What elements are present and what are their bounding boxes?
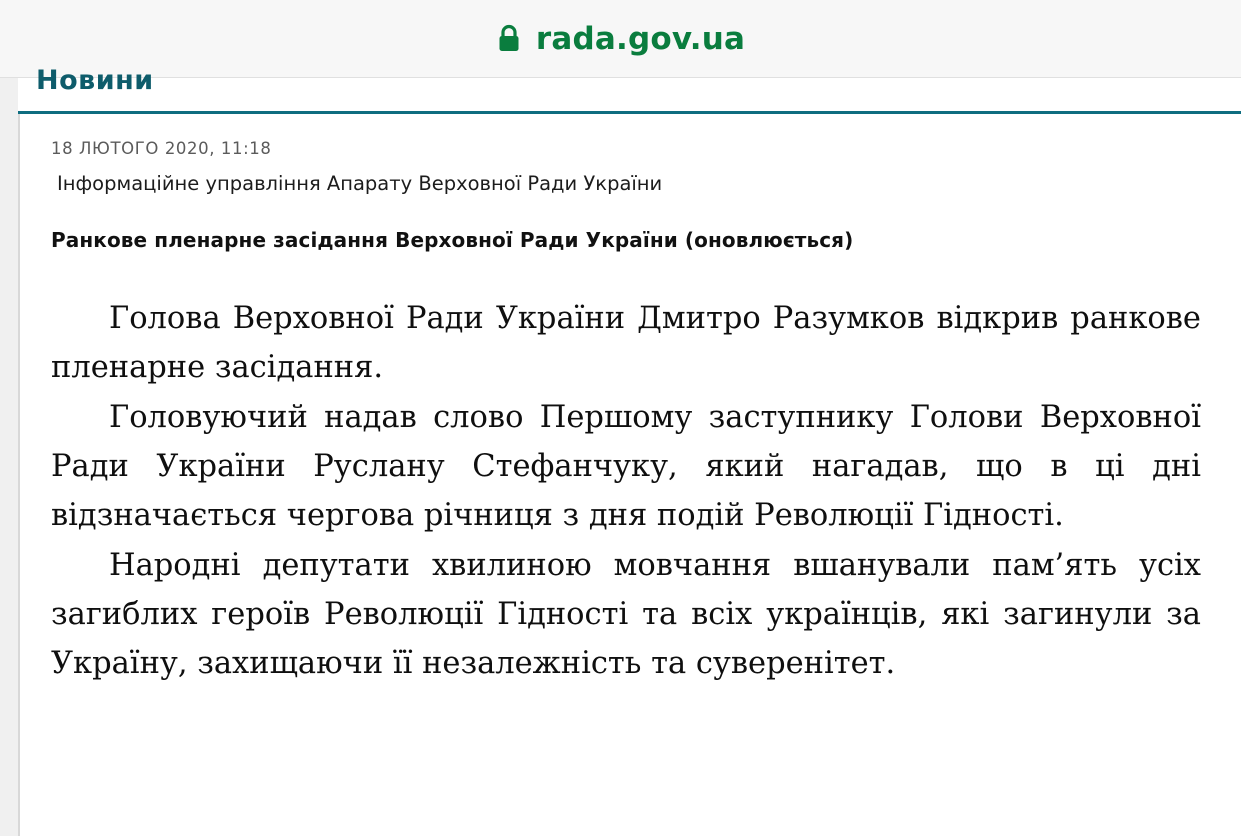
- article-title: Ранкове пленарне засідання Верховної Ради України (оновлюється): [51, 228, 854, 252]
- url-text[interactable]: rada.gov.ua: [535, 20, 746, 57]
- browser-address-bar[interactable]: [0, 0, 1241, 78]
- article-container: [18, 114, 1241, 836]
- article-paragraph: Голова Верховної Ради України Дмитро Разумков відкрив ранкове пленарне засідання.: [51, 301, 1201, 385]
- padlock-secure-icon: [496, 24, 522, 54]
- address-bar-content[interactable]: [496, 21, 745, 57]
- article-author: Інформаційне управління Апарату Верховної Ради України: [57, 172, 663, 195]
- article-paragraph: Головуючий надав слово Першому заступнику Голови Верховної Ради України Руслану Стефанчуку, який нагадав, що в ці дні відзначається чергова річниця з дня подій Революції Гідності.: [51, 400, 1201, 533]
- page-left-gutter: [0, 78, 18, 836]
- article-paragraph: Народні депутати хвилиною мовчання вшанували пам’ять усіх загиблих героїв Революції Гідності та всіх українців, які загинули за Україну, захищаючи її незалежність та суверенітет.: [51, 548, 1201, 681]
- section-heading: Новини: [36, 65, 154, 96]
- webpage-viewport: [0, 65, 1241, 836]
- article-body: [51, 294, 1201, 688]
- article-date: 18 ЛЮТОГО 2020, 11:18: [51, 139, 272, 158]
